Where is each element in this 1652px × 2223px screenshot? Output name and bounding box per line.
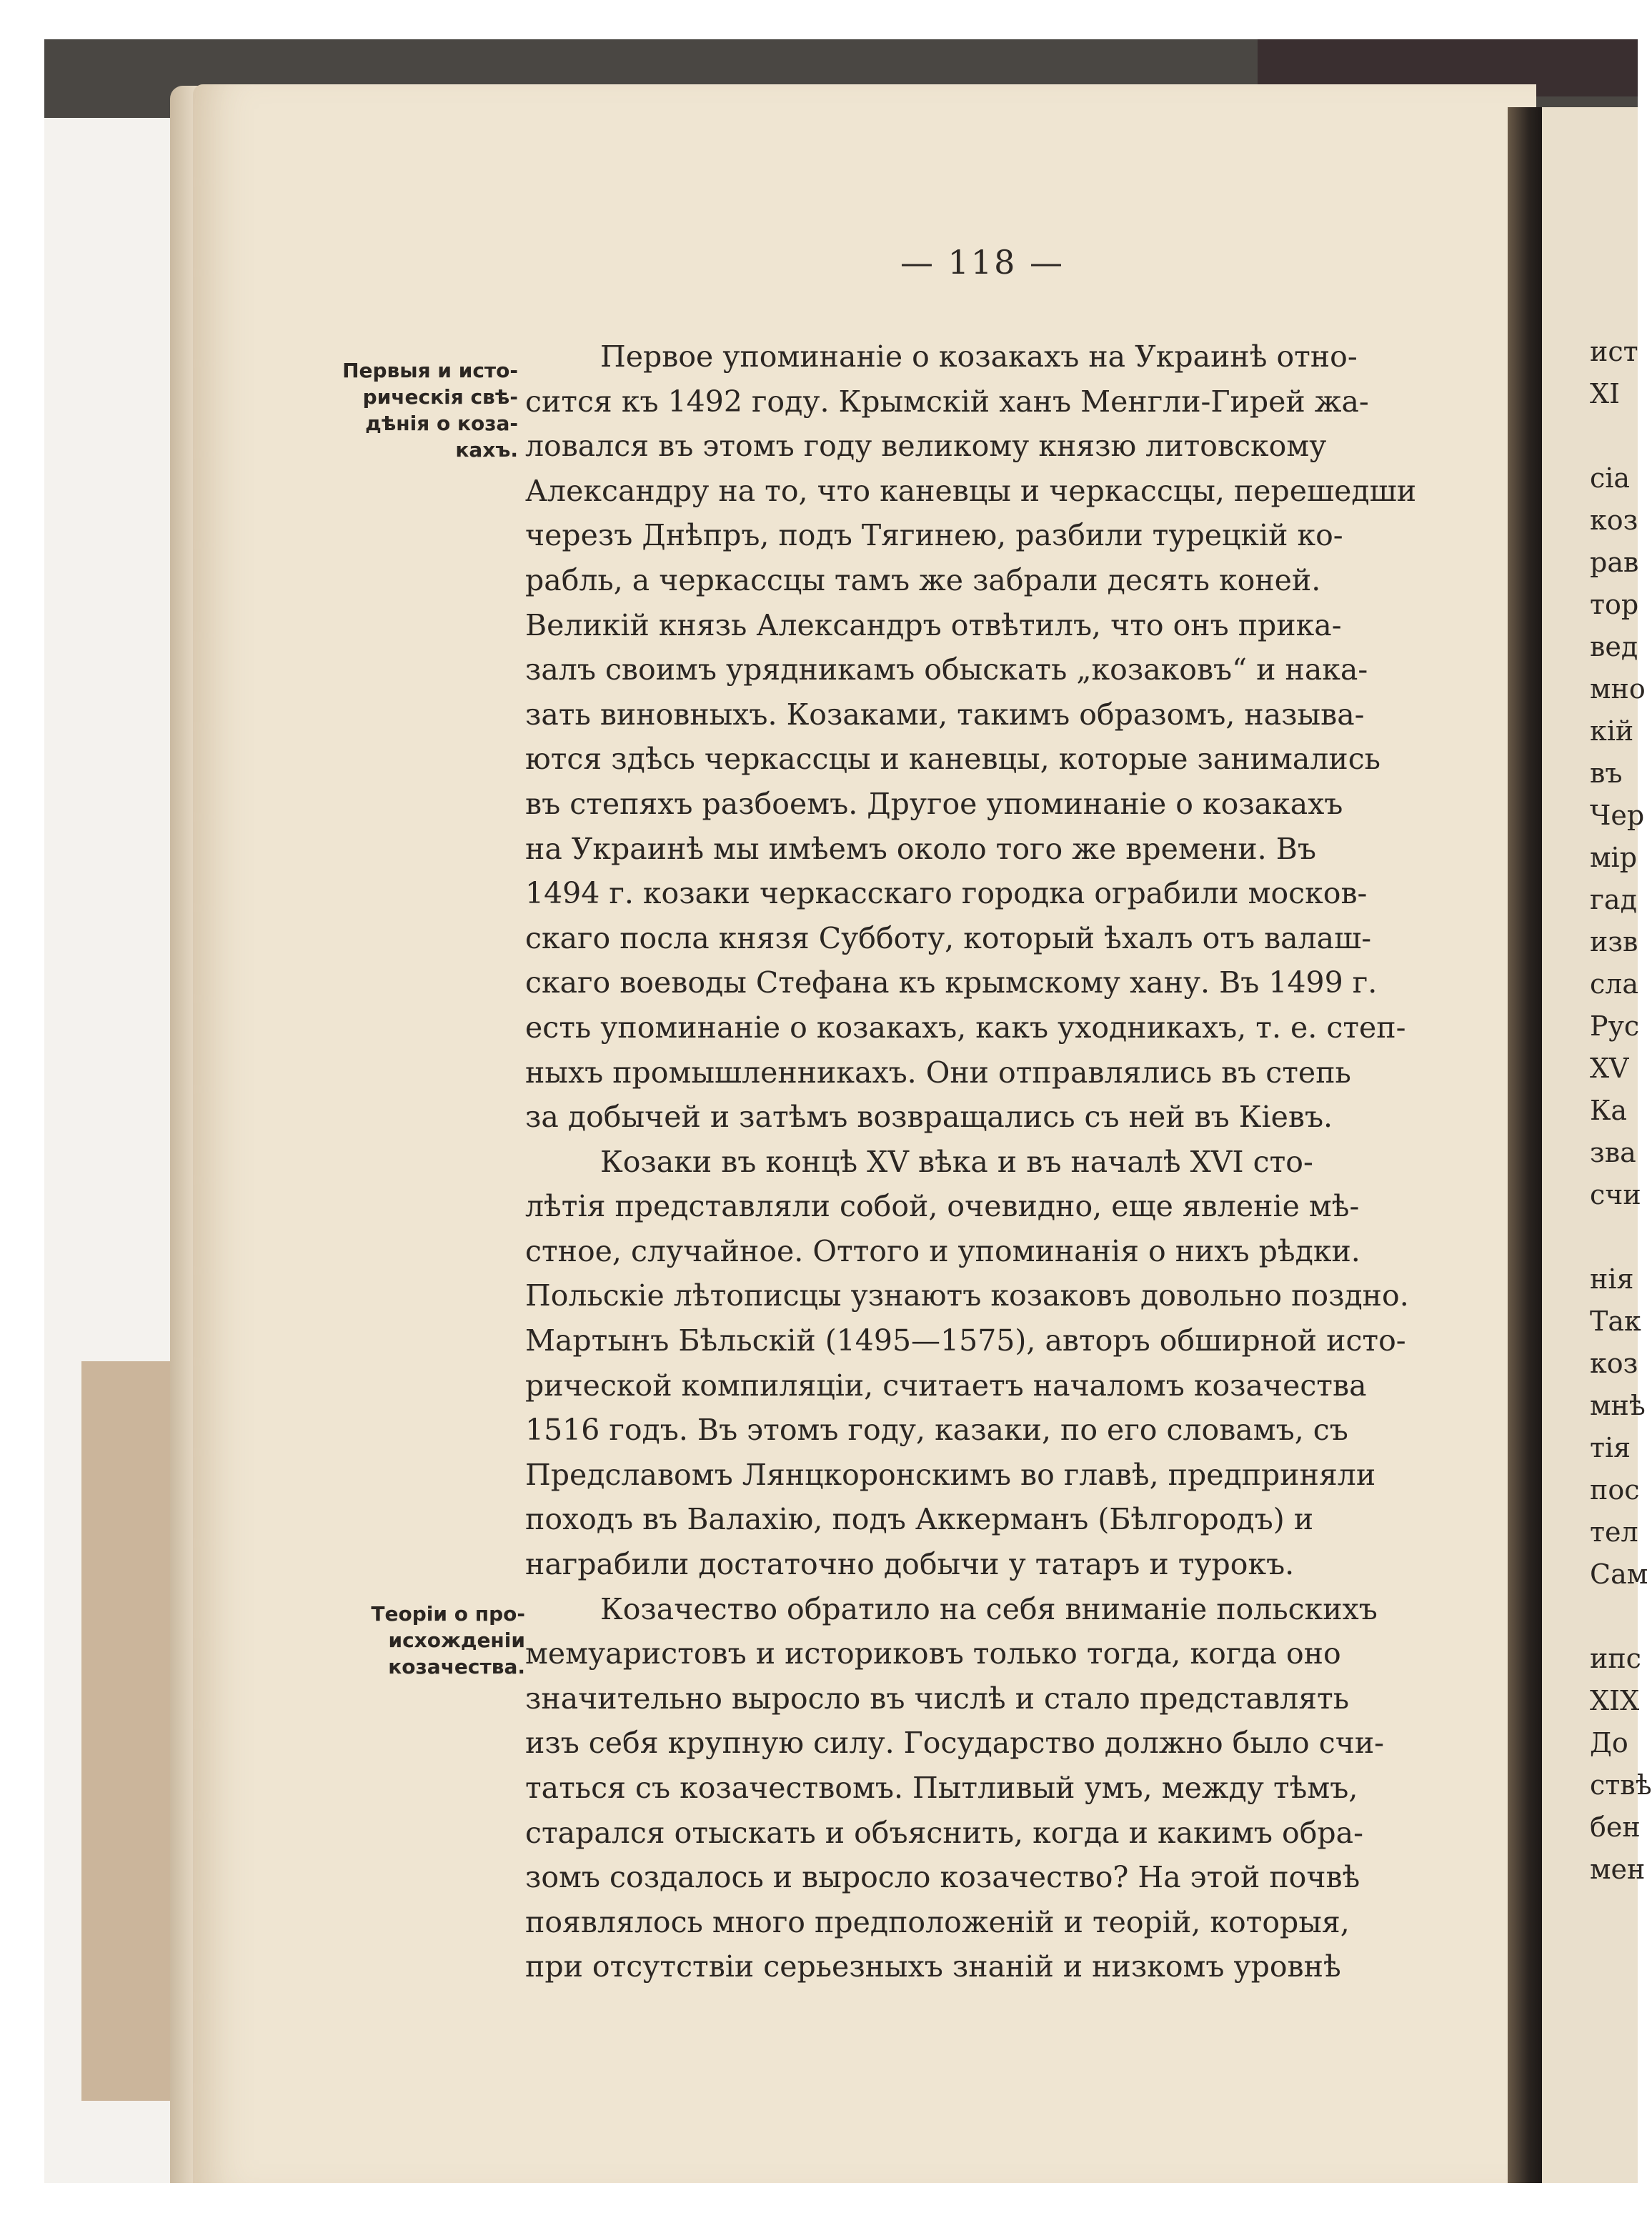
facing-line: сіа	[1590, 462, 1631, 494]
facing-line	[1590, 1216, 1640, 1258]
text-line: скаго воеводы Стефана къ крымскому хану. Въ 1499 г.	[525, 965, 1378, 1000]
text-line: походъ въ Валахію, подъ Аккерманъ (Бѣлгородъ) и	[525, 1502, 1314, 1537]
margin-note-first-records: Первыя и исто-рическія свѣ-дѣнія о коза-кахъ.	[342, 359, 518, 462]
body-text	[525, 334, 1518, 1989]
text-line: въ степяхъ разбоемъ. Другое упоминаніе о козакахъ	[525, 786, 1343, 821]
facing-line: ствѣ	[1590, 1769, 1652, 1801]
facing-line: зва	[1590, 1137, 1636, 1168]
text-line: Козачество обратило на себя вниманіе польскихъ	[600, 1591, 1378, 1626]
facing-line: бен	[1590, 1811, 1641, 1843]
text-line: значительно выросло въ числѣ и стало представлять	[525, 1681, 1350, 1716]
text-line: есть упоминаніе о козакахъ, какъ уходникахъ, т. е. степ-	[525, 1010, 1406, 1045]
text-line: Первое упоминаніе о козакахъ на Украинѣ отно-	[600, 339, 1358, 374]
text-line: зать виновныхъ. Козаками, такимъ образомъ, называ-	[525, 697, 1365, 732]
facing-line: XV	[1590, 1053, 1629, 1084]
page-number: — 118 —	[900, 243, 1065, 282]
facing-line: счи	[1590, 1179, 1641, 1210]
facing-line: тія	[1590, 1432, 1631, 1463]
facing-line: Сам	[1590, 1558, 1648, 1590]
text-line: рической компиляціи, считаетъ началомъ козачества	[525, 1368, 1367, 1403]
facing-line	[1590, 1596, 1640, 1638]
text-line: сится къ 1492 году. Крымскій ханъ Менгли-Гирей жа-	[525, 384, 1369, 419]
text-line: зомъ создалось и выросло козачество? На этой почвѣ	[525, 1860, 1360, 1895]
text-line: Предславомъ Лянцкоронскимъ во главѣ, предприняли	[525, 1457, 1376, 1492]
facing-line: До	[1590, 1727, 1628, 1759]
text-line: таться съ козачествомъ. Пытливый умъ, между тѣмъ,	[525, 1771, 1358, 1805]
text-line: мемуаристовъ и историковъ только тогда, когда оно	[525, 1636, 1341, 1671]
text-line: стное, случайное. Оттого и упоминанія о нихъ рѣдки.	[525, 1233, 1360, 1268]
margin-note-theories: Теоріи о про-исхожденіи козачества.	[371, 1602, 525, 1679]
text-line: старался отыскать и объяснить, когда и какимъ обра-	[525, 1815, 1363, 1850]
facing-line: Рус	[1590, 1010, 1640, 1042]
text-line: рабль, а черкассцы тамъ же забрали десять коней.	[525, 562, 1321, 597]
facing-line: нія	[1590, 1263, 1634, 1295]
facing-line: рав	[1590, 547, 1639, 578]
facing-line: XIX	[1590, 1685, 1640, 1716]
text-line: Мартынъ Бѣльскій (1495—1575), авторъ обширной исто-	[525, 1323, 1406, 1358]
text-line: за добычей и затѣмъ возвращались съ ней въ Кіевъ.	[525, 1100, 1333, 1135]
text-line: ловался въ этомъ году великому князю литовскому	[525, 429, 1327, 464]
facing-line: тел	[1590, 1516, 1638, 1548]
text-line: скаго посла князя Субботу, который ѣхалъ отъ валаш-	[525, 920, 1372, 955]
facing-line: Так	[1590, 1306, 1641, 1337]
text-line: Козаки въ концѣ XV вѣка и въ началѣ XVI сто-	[600, 1144, 1313, 1179]
facing-line: мір	[1590, 842, 1638, 873]
text-line: Александру на то, что каневцы и черкассцы, перешедши	[525, 473, 1417, 508]
facing-line: Чер	[1590, 800, 1645, 831]
text-line: ются здѣсь черкассцы и каневцы, которые занимались	[525, 742, 1380, 777]
facing-line	[1590, 415, 1640, 457]
text-line: изъ себя крупную силу. Государство должно было счи-	[525, 1726, 1384, 1761]
text-line: награбили достаточно добычи у татаръ и турокъ.	[525, 1547, 1295, 1582]
facing-line: мнѣ	[1590, 1390, 1646, 1421]
facing-page-text	[1590, 331, 1652, 1891]
text-line: 1516 годъ. Въ этомъ году, казаки, по его словамъ, съ	[525, 1413, 1348, 1448]
text-line: ныхъ промышленникахъ. Они отправлялись въ степь	[525, 1055, 1351, 1090]
text-line: Великій князь Александръ отвѣтилъ, что онъ прика-	[525, 607, 1342, 642]
facing-line: тор	[1590, 589, 1639, 620]
facing-line: въ	[1590, 757, 1623, 789]
text-line: 1494 г. козаки черкасскаго городка ограбили москов-	[525, 876, 1368, 911]
facing-line: коз	[1590, 1348, 1638, 1379]
facing-line: гад	[1590, 884, 1637, 915]
facing-line: мен	[1590, 1854, 1646, 1885]
text-line: при отсутствіи серьезныхъ знаній и низкомъ уровнѣ	[525, 1949, 1341, 1984]
facing-line: изв	[1590, 926, 1638, 958]
text-line: появлялось много предположеній и теорій, которыя,	[525, 1904, 1350, 1939]
text-line: на Украинѣ мы имѣемъ около того же времени. Въ	[525, 831, 1316, 866]
text-line: черезъ Днѣпръ, подъ Тягинею, разбили турецкій ко-	[525, 518, 1343, 553]
facing-line: XI	[1590, 378, 1621, 409]
text-line: Польскіе лѣтописцы узнаютъ козаковъ довольно поздно.	[525, 1278, 1409, 1313]
facing-line: вед	[1590, 631, 1638, 662]
text-line: залъ своимъ урядникамъ обыскать „козаковъ“ и нака-	[525, 652, 1368, 687]
facing-line: кій	[1590, 715, 1634, 747]
facing-line: Ка	[1590, 1095, 1628, 1126]
facing-line: сла	[1590, 968, 1639, 1000]
facing-line: мно	[1590, 673, 1646, 705]
facing-line: ист	[1590, 336, 1638, 367]
facing-line: ипс	[1590, 1643, 1641, 1674]
facing-line: пос	[1590, 1474, 1640, 1506]
facing-line: коз	[1590, 504, 1638, 536]
text-line: лѣтія представляли собой, очевидно, еще явленіе мѣ-	[525, 1189, 1360, 1224]
